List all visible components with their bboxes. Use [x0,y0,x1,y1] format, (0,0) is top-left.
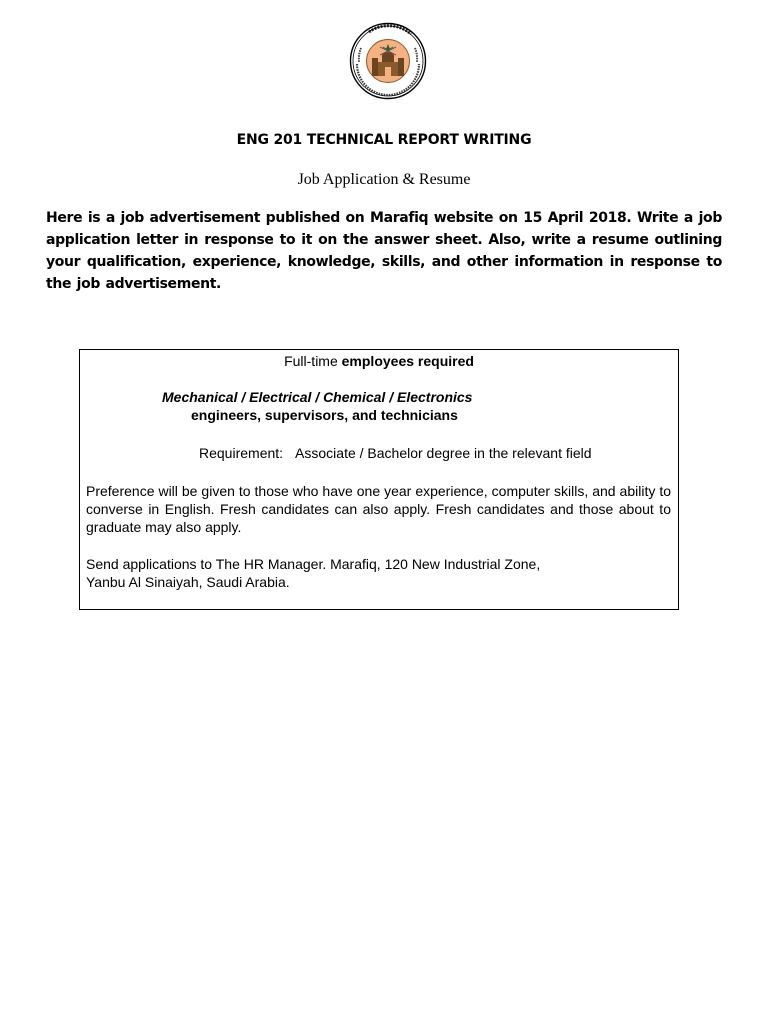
engineering-fields: Mechanical / Electrical / Chemical / Electronics [162,389,473,405]
instructions-paragraph: Here is a job advertisement published on Marafiq website on 15 April 2018. Write a job application letter in response to it on the answer sheet. Also, write a resume outlining your qualification, experience, knowledge, skills, and other information in response to the job advertisement. [46,210,722,292]
heading-bold-text: employees required [341,353,474,369]
heading-prefix: Full-time [284,353,342,369]
advertisement-heading [80,353,678,369]
send-line-2: Yanbu Al Sinaiyah, Saudi Arabia. [86,574,290,590]
send-line-1: Send applications to The HR Manager. Marafiq, 120 New Industrial Zone, [86,556,541,572]
requirement-line [199,445,592,461]
job-roles: engineers, supervisors, and technicians [191,407,458,423]
requirement-label: Requirement: [199,445,284,461]
preference-paragraph: Preference will be given to those who have one year experience, computer skills, and ability to converse in English. Fresh candidates can also apply. Fresh candidates and those about to graduate may also apply. [86,483,671,535]
english-language-centre-seal-icon [349,22,427,100]
send-applications-paragraph [86,555,671,591]
requirement-value: Associate / Bachelor degree in the relevant field [295,445,592,461]
document-subtitle: Job Application & Resume [297,171,471,188]
course-title: ENG 201 TECHNICAL REPORT WRITING [236,132,532,148]
job-advertisement-box [79,349,679,610]
